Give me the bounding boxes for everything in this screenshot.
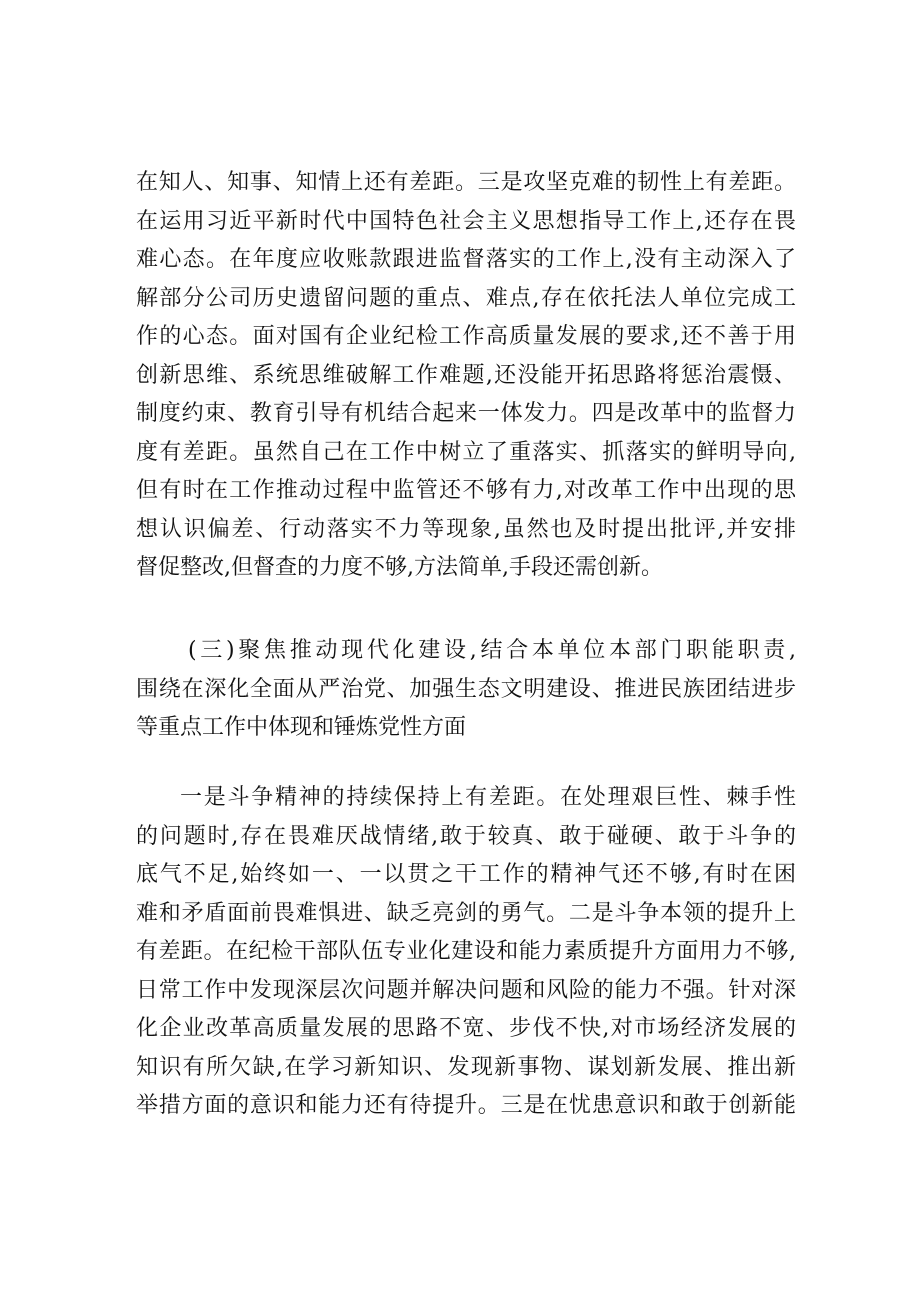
paragraph-1: [136, 164, 796, 588]
text-line: 的问题时,存在畏难厌战情绪,敢于较真、敢于碰硬、敢于斗争的: [136, 823, 796, 849]
text-line: 在知人、知事、知情上还有差距。三是攻坚克难的韧性上有差距。: [136, 170, 796, 195]
heading-line: 围绕在深化全面从严治党、加强生态文明建设、推进民族团结进步: [136, 676, 796, 702]
text-line: 作的心态。面对国有企业纪检工作高质量发展的要求,还不善于用: [136, 324, 796, 349]
text-line: 度有差距。虽然自己在工作中树立了重落实、抓落实的鲜明导向,: [136, 439, 796, 465]
text-line: 难心态。在年度应收账款跟进监督落实的工作上,没有主动深入了: [136, 247, 796, 272]
text-line: 知识有所欠缺,在学习新知识、发现新事物、谋划新发展、推出新: [136, 1054, 796, 1080]
paragraph-2: [136, 779, 796, 1126]
text-line: 督促整改,但督查的力度不够,方法简单,手段还需创新。: [136, 555, 663, 580]
text-line: 难和矛盾面前畏难惧进、缺乏亮剑的勇气。二是斗争本领的提升上: [136, 900, 796, 926]
text-line: 制度约束、教育引导有机结合起来一体发力。四是改革中的监督力: [136, 401, 796, 426]
section-heading: [136, 632, 796, 748]
heading-line: (三)聚焦推动现代化建设,结合本单位本部门职能职责,: [188, 638, 796, 663]
text-line: 在运用习近平新时代中国特色社会主义思想指导工作上,还存在畏: [136, 208, 796, 234]
text-line: 创新思维、系统思维破解工作难题,还没能开拓思路将惩治震慑、: [136, 362, 796, 388]
text-line: 一是斗争精神的持续保持上有差距。在处理艰巨性、棘手性: [180, 785, 796, 810]
text-line: 想认识偏差、行动落实不力等现象,虽然也及时提出批评,并安排: [136, 516, 796, 542]
text-line: 解部分公司历史遗留问题的重点、难点,存在依托法人单位完成工: [136, 285, 796, 311]
text-line: 底气不足,始终如一、一以贯之干工作的精神气还不够,有时在困: [136, 862, 796, 887]
text-line: 化企业改革高质量发展的思路不宽、步伐不快,对市场经济发展的: [136, 1016, 796, 1041]
text-line: 举措方面的意识和能力还有待提升。三是在忧患意识和敢于创新能: [136, 1093, 796, 1118]
text-line: 有差距。在纪检干部队伍专业化建设和能力素质提升方面用力不够,: [136, 939, 796, 964]
heading-line: 等重点工作中体现和锤炼党性方面: [136, 715, 467, 740]
text-line: 但有时在工作推动过程中监管还不够有力,对改革工作中出现的思: [136, 478, 796, 503]
text-line: 日常工作中发现深层次问题并解决问题和风险的能力不强。针对深: [136, 977, 796, 1003]
